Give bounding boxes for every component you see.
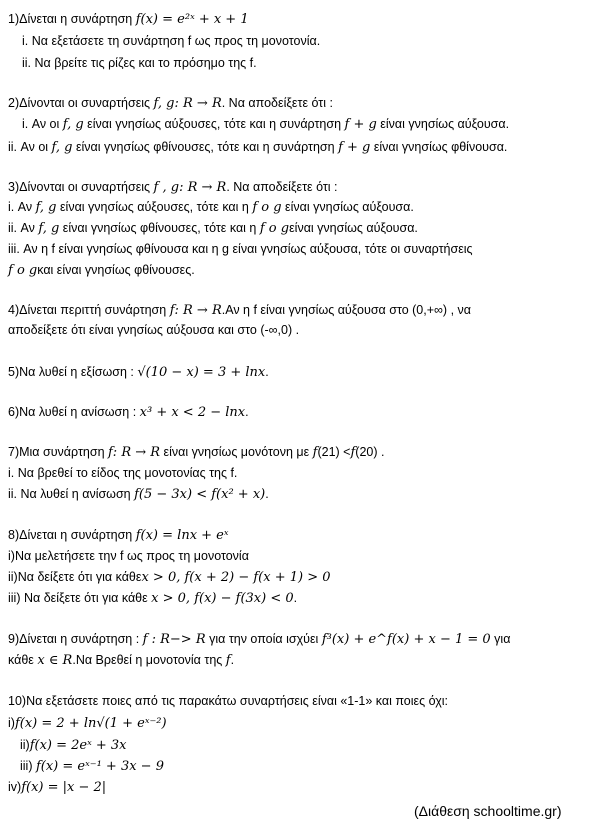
math: x ∈ R — [37, 653, 73, 668]
text: είναι γνησίως αύξουσα. — [376, 117, 510, 131]
text: είναι γνησίως μονότονη με — [160, 445, 313, 459]
math: f , g: R → R — [153, 180, 227, 195]
text: i. Να βρεθεί το είδος της μονοτονίας της f. — [8, 466, 238, 480]
p1-line1 — [8, 12, 249, 27]
math: f(x) = 2 + ln√(1 + eˣ⁻²) — [14, 716, 167, 731]
text: 1)Δίνεται η συνάρτηση — [8, 12, 136, 26]
text: iv) — [8, 780, 22, 794]
p9-line1 — [8, 632, 510, 647]
text: 2)Δίνονται οι συναρτήσεις — [8, 96, 154, 110]
math: f — [225, 653, 231, 668]
math: f o g — [259, 221, 290, 236]
math: f + g — [338, 140, 371, 155]
text: είναι γνησίως αύξουσα. — [281, 200, 414, 214]
math: f(x) = eˣ⁻¹ + 3x − 9 — [35, 759, 164, 774]
text: 5)Να λυθεί η εξίσωση : — [8, 365, 138, 379]
text: . — [265, 487, 269, 501]
text: κάθε — [8, 653, 38, 667]
p8-line2 — [8, 549, 249, 564]
text: . — [265, 365, 269, 379]
math: x³ + x < 2 − lnx — [139, 405, 246, 420]
p2-line3 — [8, 140, 507, 155]
p8-line3 — [8, 570, 331, 585]
text: i. Να εξετάσετε τη συνάρτηση f ως προς τη μονοτονία. — [22, 34, 321, 48]
math: f(5 − 3x) < f(x² + x) — [134, 487, 266, 502]
text: 4)Δίνεται περιττή συνάρτηση — [8, 303, 170, 317]
text: iii. Αν η f είναι γνησίως φθίνουσα και η g είναι γνησίως αύξουσα, τότε οι συναρτήσεις — [8, 242, 473, 256]
text: (21) < — [317, 445, 351, 459]
math: f : R−> R — [142, 632, 206, 647]
text: 6)Να λυθεί η ανίσωση : — [8, 405, 140, 419]
math: f(x) = 2eˣ + 3x — [29, 738, 127, 753]
text: για την οποία ισχύει — [205, 632, 322, 646]
p6-line1 — [8, 405, 249, 420]
math: f, g — [35, 200, 57, 215]
text: i. Αν οι — [22, 117, 63, 131]
math: f — [350, 445, 356, 460]
text: iii) — [20, 759, 36, 773]
text: αποδείξετε ότι είναι γνησίως αύξουσα και στο (-∞,0) . — [8, 323, 300, 337]
math: f o g — [252, 200, 282, 215]
math: x > 0, f(x + 2) − f(x + 1) > 0 — [141, 570, 331, 585]
text: και είναι γνησίως φθίνουσες. — [37, 263, 195, 277]
math: f(x) = e²ˣ + x + 1 — [135, 12, 249, 27]
p3-line4 — [8, 242, 473, 257]
text: είναι γνησίως φθίνουσες, τότε και η — [59, 221, 260, 235]
text: είναι γνησίως αύξουσες, τότε και η — [56, 200, 253, 214]
math: f, g: R → R — [153, 96, 222, 111]
p7-line3 — [8, 487, 269, 502]
text: 7)Μια συνάρτηση — [8, 445, 108, 459]
math: x > 0, f(x) − f(3x) < 0 — [151, 591, 294, 606]
text: 8)Δίνεται η συνάρτηση — [8, 528, 136, 542]
p10-line1 — [8, 694, 448, 709]
math: f(x) = lnx + eˣ — [135, 528, 229, 543]
math: f: R → R — [169, 303, 222, 318]
source-credit: (Διάθεση schooltime.gr) — [414, 803, 562, 819]
text: i)Να μελετήσετε την f ως προς τη μονοτονία — [8, 549, 249, 563]
p4-line1 — [8, 303, 471, 318]
text: είναι γνησίως αύξουσες, τότε και η συνάρτηση — [83, 117, 345, 131]
math: f o g — [8, 263, 38, 278]
text: για — [490, 632, 511, 646]
p8-line1 — [8, 528, 229, 543]
text: . — [230, 653, 235, 667]
p2-line1 — [8, 96, 333, 111]
p7-line2 — [8, 466, 237, 481]
p8-line4 — [8, 591, 297, 606]
text: είναι γνησίως φθίνουσες, τότε και η συνάρτηση — [72, 140, 339, 154]
text: iii) Να δείξετε ότι για κάθε — [8, 591, 152, 605]
p1-line3 — [22, 56, 257, 71]
text: ii. Να λυθεί η ανίσωση — [8, 487, 135, 501]
p10-line4 — [20, 759, 164, 774]
text: 9)Δίνεται η συνάρτηση : — [8, 632, 143, 646]
p2-line2 — [22, 117, 509, 132]
text: 10)Να εξετάσετε ποιες από τις παρακάτω συναρτήσεις είναι «1-1» και ποιες όχι: — [8, 694, 449, 708]
text: . — [245, 405, 249, 419]
p3-line1 — [8, 180, 338, 195]
math: f, g — [38, 221, 60, 236]
text: . — [293, 591, 298, 605]
math: f, g — [51, 140, 73, 155]
text: . Να αποδείξετε ότι : — [226, 180, 338, 194]
text: ii. Να βρείτε τις ρίζες και το πρόσημο της f. — [22, 56, 257, 70]
math: f, g — [62, 117, 84, 132]
text: ii. Αν — [8, 221, 39, 235]
p1-line2 — [22, 34, 320, 49]
p4-line2 — [8, 323, 299, 338]
p3-line3 — [8, 221, 418, 236]
text: i. Αν — [8, 200, 36, 214]
text: . Να αποδείξετε ότι : — [221, 96, 333, 110]
text: i) — [8, 716, 15, 730]
p3-line5 — [8, 263, 195, 278]
math: f(x) = |x − 2| — [21, 780, 107, 795]
text: .Αν η f είναι γνησίως αύξουσα στο (0,+∞) , να — [221, 303, 471, 317]
p9-line2 — [8, 653, 234, 668]
p3-line2 — [8, 200, 414, 215]
text: ii)Να δείξετε ότι για κάθε — [8, 570, 142, 584]
math: √(10 − x) = 3 + lnx — [137, 365, 266, 380]
text: είναι γνησίως αύξουσα. — [289, 221, 418, 235]
text: ii) — [20, 738, 30, 752]
p7-line1 — [8, 445, 384, 460]
math: f + g — [344, 117, 377, 132]
p5-line1 — [8, 365, 269, 380]
math: f: R → R — [108, 445, 161, 460]
p10-line2 — [8, 716, 167, 731]
p10-line5 — [8, 780, 106, 795]
text: είναι γνησίως φθίνουσα. — [370, 140, 508, 154]
math: f³(x) + e^f(x) + x − 1 = 0 — [321, 632, 491, 647]
text: 3)Δίνονται οι συναρτήσεις — [8, 180, 154, 194]
text: (20) . — [355, 445, 385, 459]
p10-line3 — [20, 738, 127, 753]
text: ii. Αν οι — [8, 140, 52, 154]
text: .Να Βρεθεί η μονοτονία της — [72, 653, 226, 667]
math: f — [312, 445, 318, 460]
